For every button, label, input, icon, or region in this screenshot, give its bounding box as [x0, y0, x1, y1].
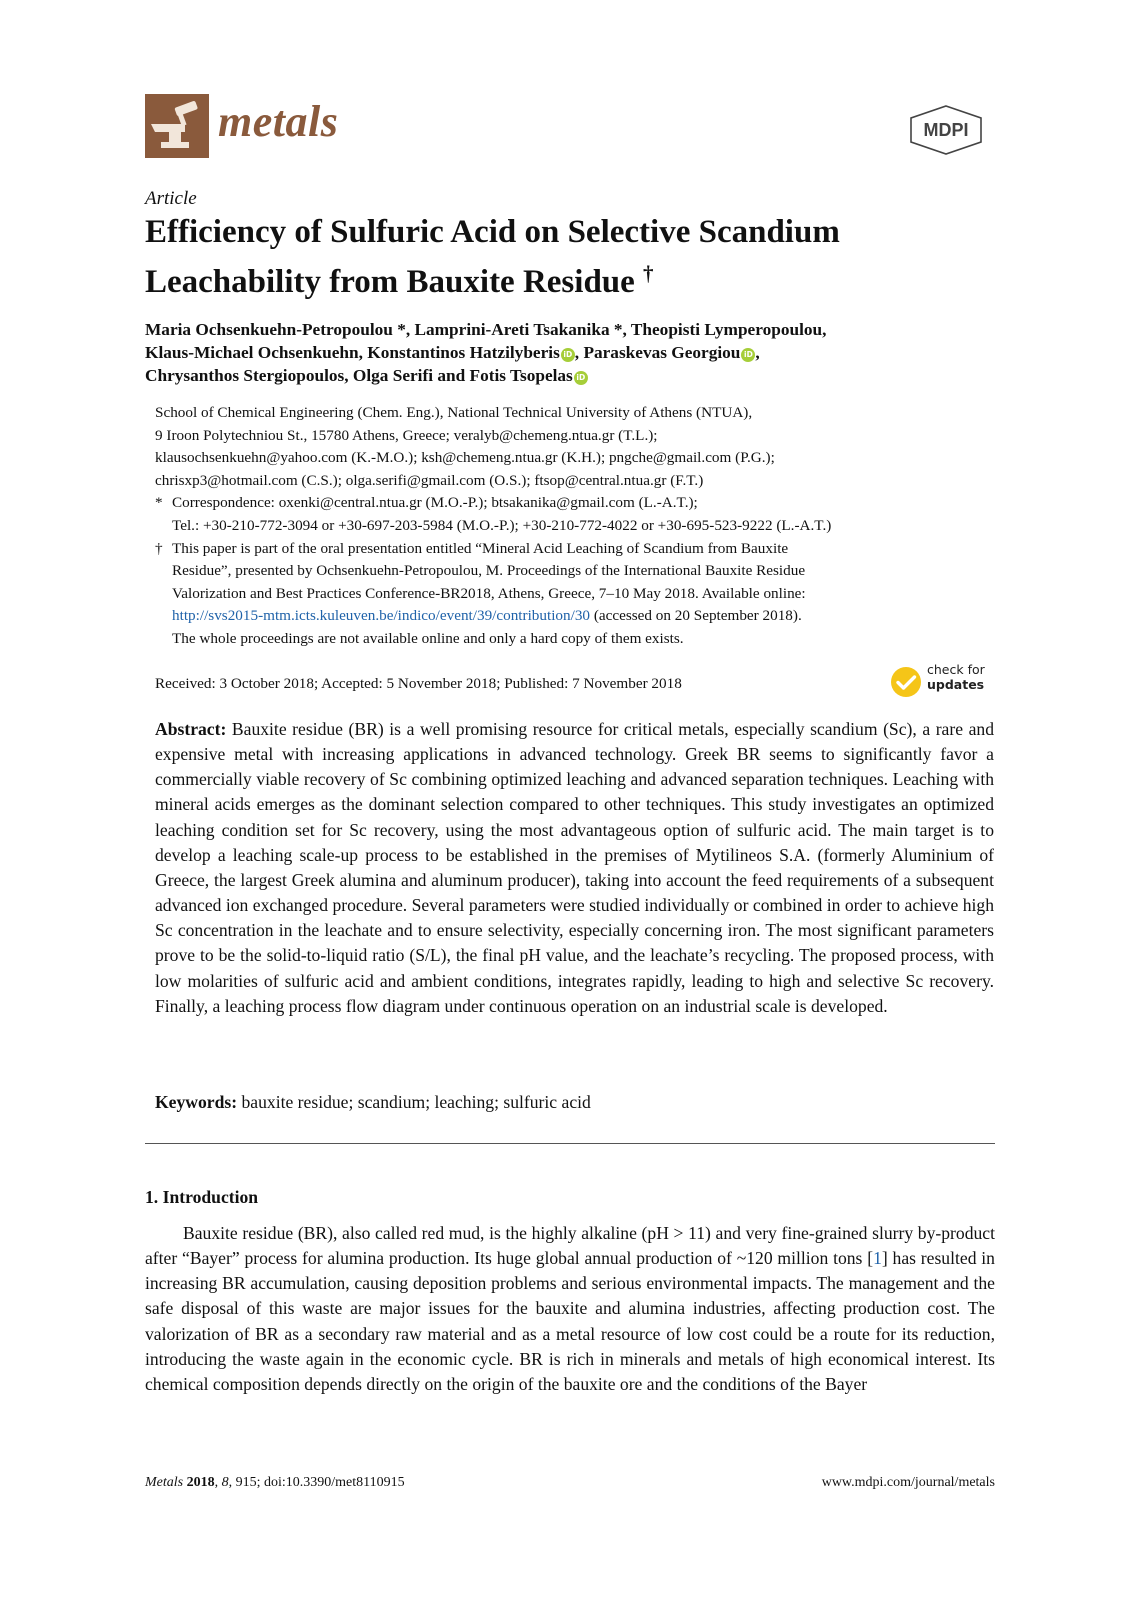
- orcid-icon[interactable]: iD: [741, 348, 755, 362]
- publisher-logo-icon: [905, 104, 987, 156]
- author-names: Chrysanthos Stergiopoulos, Olga Serifi and Fotis Tsopelas: [145, 366, 573, 385]
- proceedings-link[interactable]: http://svs2015-mtm.icts.kuleuven.be/indico/event/39/contribution/30: [172, 607, 591, 625]
- introduction-paragraph: [145, 1221, 995, 1397]
- keywords: [155, 1092, 591, 1113]
- author-line: [145, 364, 995, 387]
- check-updates-line-2: updates: [927, 677, 985, 692]
- affiliation-line: klausochsenkuehn@yahoo.com (K.-M.O.); ksh@chemeng.ntua.gr (K.H.); pngche@gmail.com (P.G.);: [155, 449, 775, 467]
- title-dagger: †: [643, 261, 654, 285]
- check-icon: [890, 666, 922, 698]
- correspondence-note: [155, 492, 995, 537]
- check-updates-text: [927, 662, 985, 692]
- footer-citation: Metals 2018, 8, 915; doi:10.3390/met8110915: [145, 1475, 405, 1490]
- author-names: , Paraskevas Georgiou: [574, 343, 741, 362]
- author-line: [145, 341, 995, 364]
- section-divider: [145, 1143, 995, 1144]
- note-line: The whole proceedings are not available online and only a hard copy of them exists.: [172, 629, 684, 647]
- abstract: [155, 717, 994, 1019]
- intro-text: ] has resulted in increasing BR accumulation, causing deposition problems and serious environmental impacts. The management and the safe disposal of this waste are major issues for the bauxite and alumina industries, affecting production cost. The valorization of BR as a secondary raw material and as a metal resource of low cost could be a route for its reduction, introducing the waste again in the economic cycle. BR is rich in minerals and metals of high economical interest. Its chemical composition depends directly on the origin of the bauxite ore and the conditions of the Bayer: [145, 1248, 995, 1394]
- abstract-label: Abstract:: [155, 719, 227, 739]
- article-type: Article: [145, 188, 197, 209]
- correspondence-mark: *: [155, 494, 163, 512]
- section-heading: 1. Introduction: [145, 1187, 259, 1207]
- dagger-note: [155, 538, 995, 651]
- dagger-mark: †: [155, 539, 163, 557]
- orcid-icon[interactable]: iD: [574, 371, 588, 385]
- abstract-text: Bauxite residue (BR) is a well promising resource for critical metals, especially scandium (Sc), a rare and expensive metal with increasing applications in advanced technology. Greek BR seems to significantly favor a commercially viable recovery of Sc combining optimized leaching and advanced separation techniques. Leaching with mineral acids emerges as the dominant selection compared to other techniques. This study investigates an optimized leaching condition set for Sc recovery, using the most advantageous option of sulfuric acid. The main target is to develop a leaching scale-up process to be established in the premises of Mytilineos S.A. (formerly Aluminium of Greece, the largest Greek alumina and aluminum producer), taking into account the feed requirements of a subsequent advanced ion exchanged procedure. Several parameters were studied individually or combined in order to achieve high Sc concentration in the leachate and to ensure selectivity, especially concerning iron. The most significant parameters prove to be the solid-to-liquid ratio (S/L), the final pH value, and the leachate’s recycling. The proposed process, with low molarities of sulfuric acid and ambient conditions, integrates rapidly, leading to high and selective Sc recovery. Finally, a leaching process flow diagram under continuous operation on an industrial scale is developed.: [155, 719, 994, 1016]
- publication-dates: Received: 3 October 2018; Accepted: 5 November 2018; Published: 7 November 2018: [155, 675, 682, 692]
- keywords-label: Keywords:: [155, 1092, 238, 1112]
- reference-link[interactable]: 1: [873, 1248, 882, 1269]
- note-line: Residue”, presented by Ochsenkuehn-Petropoulou, M. Proceedings of the International Bauxite Residue: [172, 562, 806, 580]
- author-names: ,: [755, 343, 760, 362]
- note-line: Valorization and Best Practices Conference-BR2018, Athens, Greece, 7–10 May 2018. Available online:: [172, 584, 806, 602]
- correspondence-line: Tel.: +30-210-772-3094 or +30-697-203-5984 (M.O.-P.); +30-210-772-4022 or +30-695-523-9222 (L.-A.T.): [172, 516, 832, 534]
- keywords-text: bauxite residue; scandium; leaching; sulfuric acid: [237, 1092, 591, 1112]
- affiliation-line: 9 Iroon Polytechniou St., 15780 Athens, Greece; veralyb@chemeng.ntua.gr (T.L.);: [155, 426, 658, 444]
- journal-logo-icon: [145, 94, 209, 158]
- orcid-icon[interactable]: iD: [561, 348, 575, 362]
- footer-doi: , 915; doi:10.3390/met8110915: [228, 1475, 405, 1490]
- author-line: Maria Ochsenkuehn-Petropoulou *, Lamprini-Areti Tsakanika *, Theopisti Lymperopoulou,: [145, 320, 827, 339]
- footer-volume: 8: [221, 1475, 229, 1490]
- affiliation-line: School of Chemical Engineering (Chem. Eng.), National Technical University of Athens (NTUA),: [155, 404, 753, 421]
- title-line-2: Leachability from Bauxite Residue: [145, 264, 635, 300]
- intro-text: Bauxite residue (BR), also called red mud, is the highly alkaline (pH > 11) and very fine-grained slurry by-product after “Bayer” process for alumina production. Its huge global annual production of ~120 million tons [: [145, 1223, 995, 1269]
- author-names: Klaus-Michael Ochsenkuehn, Konstantinos Hatzilyberis: [145, 343, 560, 362]
- check-for-updates-badge[interactable]: [890, 662, 996, 702]
- note-line: This paper is part of the oral presentation entitled “Mineral Acid Leaching of Scandium from Bauxite: [172, 539, 789, 557]
- footer-journal-url[interactable]: www.mdpi.com/journal/metals: [821, 1475, 995, 1490]
- article-title: [145, 212, 1005, 303]
- footer-year: 2018: [186, 1475, 215, 1490]
- affiliation-block: [155, 402, 995, 651]
- note-line: [172, 605, 806, 628]
- author-list: [145, 318, 995, 387]
- publisher-name: MDPI: [923, 120, 969, 140]
- footer-journal: Metals: [145, 1475, 184, 1490]
- note-link-suffix: (accessed on 20 September 2018).: [590, 607, 802, 625]
- check-updates-line-1: check for: [927, 662, 985, 677]
- title-line-1: Efficiency of Sulfuric Acid on Selective Scandium: [145, 214, 840, 250]
- correspondence-line: Correspondence: oxenki@central.ntua.gr (M.O.-P.); btsakanika@gmail.com (L.-A.T.);: [172, 494, 698, 512]
- journal-name: metals: [218, 97, 339, 146]
- affiliation-line: chrisxp3@hotmail.com (C.S.); olga.serifi@gmail.com (O.S.); ftsop@central.ntua.gr (F.T.): [155, 471, 704, 489]
